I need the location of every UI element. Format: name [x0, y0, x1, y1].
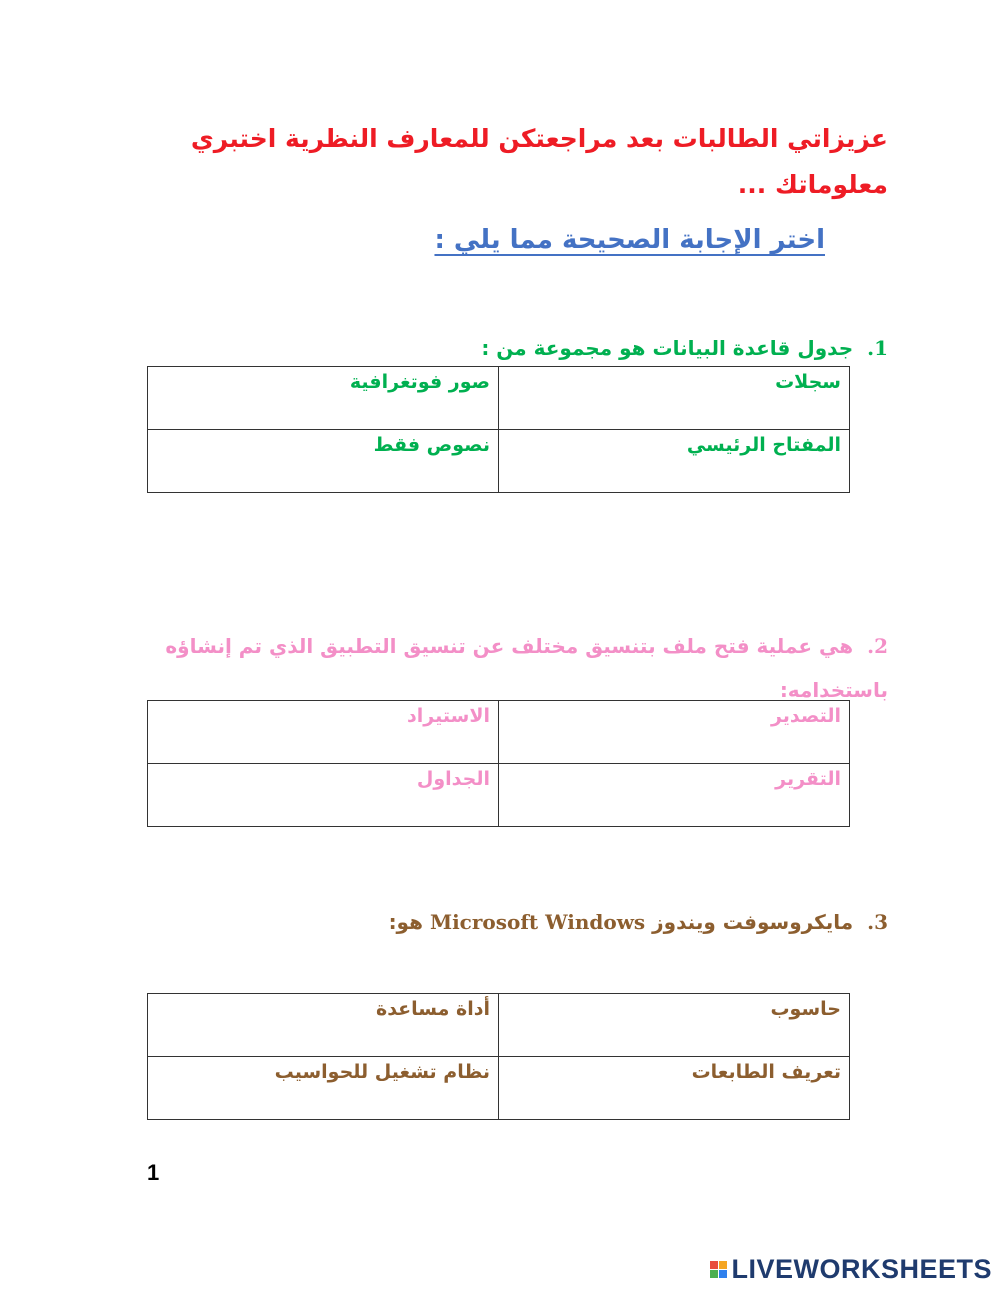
- option-cell[interactable]: [148, 701, 499, 764]
- page-number: 1: [147, 1160, 160, 1185]
- question-2-options: [147, 700, 850, 827]
- question-3-number: 3.: [867, 910, 888, 934]
- option-cell[interactable]: [148, 430, 499, 493]
- option-cell[interactable]: [499, 1057, 850, 1120]
- question-3: [389, 910, 888, 934]
- question-3-text: مايكروسوفت ويندوز: [652, 910, 854, 934]
- option-cell[interactable]: [499, 764, 850, 827]
- option-label: التقرير: [775, 768, 841, 790]
- option-label: نصوص فقط: [373, 434, 490, 456]
- option-cell[interactable]: [148, 1057, 499, 1120]
- option-label: الاستيراد: [407, 705, 490, 727]
- option-cell[interactable]: [499, 701, 850, 764]
- question-1: [481, 336, 888, 360]
- option-label: سجلات: [775, 371, 841, 393]
- option-label: حاسوب: [770, 998, 841, 1020]
- option-cell[interactable]: [499, 367, 850, 430]
- option-label: الجداول: [416, 768, 490, 790]
- question-3-latin-term: Microsoft Windows: [429, 910, 646, 934]
- question-2-number: 2.: [867, 634, 888, 658]
- worksheet-title: عزيزاتي الطالبات بعد مراجعتكن للمعارف النظرية اختبري معلوماتك ...: [190, 124, 888, 199]
- option-label: المفتاح الرئيسي: [686, 434, 841, 456]
- question-1-number: 1.: [867, 336, 888, 360]
- option-label: نظام تشغيل للحواسيب: [274, 1061, 490, 1083]
- option-label: تعريف الطابعات: [691, 1061, 841, 1083]
- option-label: أداة مساعدة: [375, 998, 490, 1020]
- question-3-text-end: هو:: [388, 910, 423, 934]
- option-cell[interactable]: [148, 994, 499, 1057]
- option-cell[interactable]: [148, 367, 499, 430]
- option-label: التصدير: [770, 705, 841, 727]
- question-2: [128, 624, 888, 712]
- option-cell[interactable]: [148, 764, 499, 827]
- question-3-options: [147, 993, 850, 1120]
- instruction-heading: اختر الإجابة الصحيحة مما يلي :: [434, 225, 825, 255]
- option-cell[interactable]: [499, 430, 850, 493]
- liveworksheets-logo[interactable]: [710, 1254, 992, 1285]
- logo-text: LIVEWORKSHEETS: [731, 1254, 992, 1284]
- question-1-options: [147, 366, 850, 493]
- option-label: صور فوتغرافية: [349, 371, 490, 393]
- option-cell[interactable]: [499, 994, 850, 1057]
- question-2-text: هي عملية فتح ملف بتنسيق مختلف عن تنسيق التطبيق الذي تم إنشاؤه باستخدامه:: [165, 634, 888, 702]
- question-1-text: جدول قاعدة البيانات هو مجموعة من :: [481, 336, 854, 360]
- liveworksheets-logo-icon: [710, 1261, 727, 1278]
